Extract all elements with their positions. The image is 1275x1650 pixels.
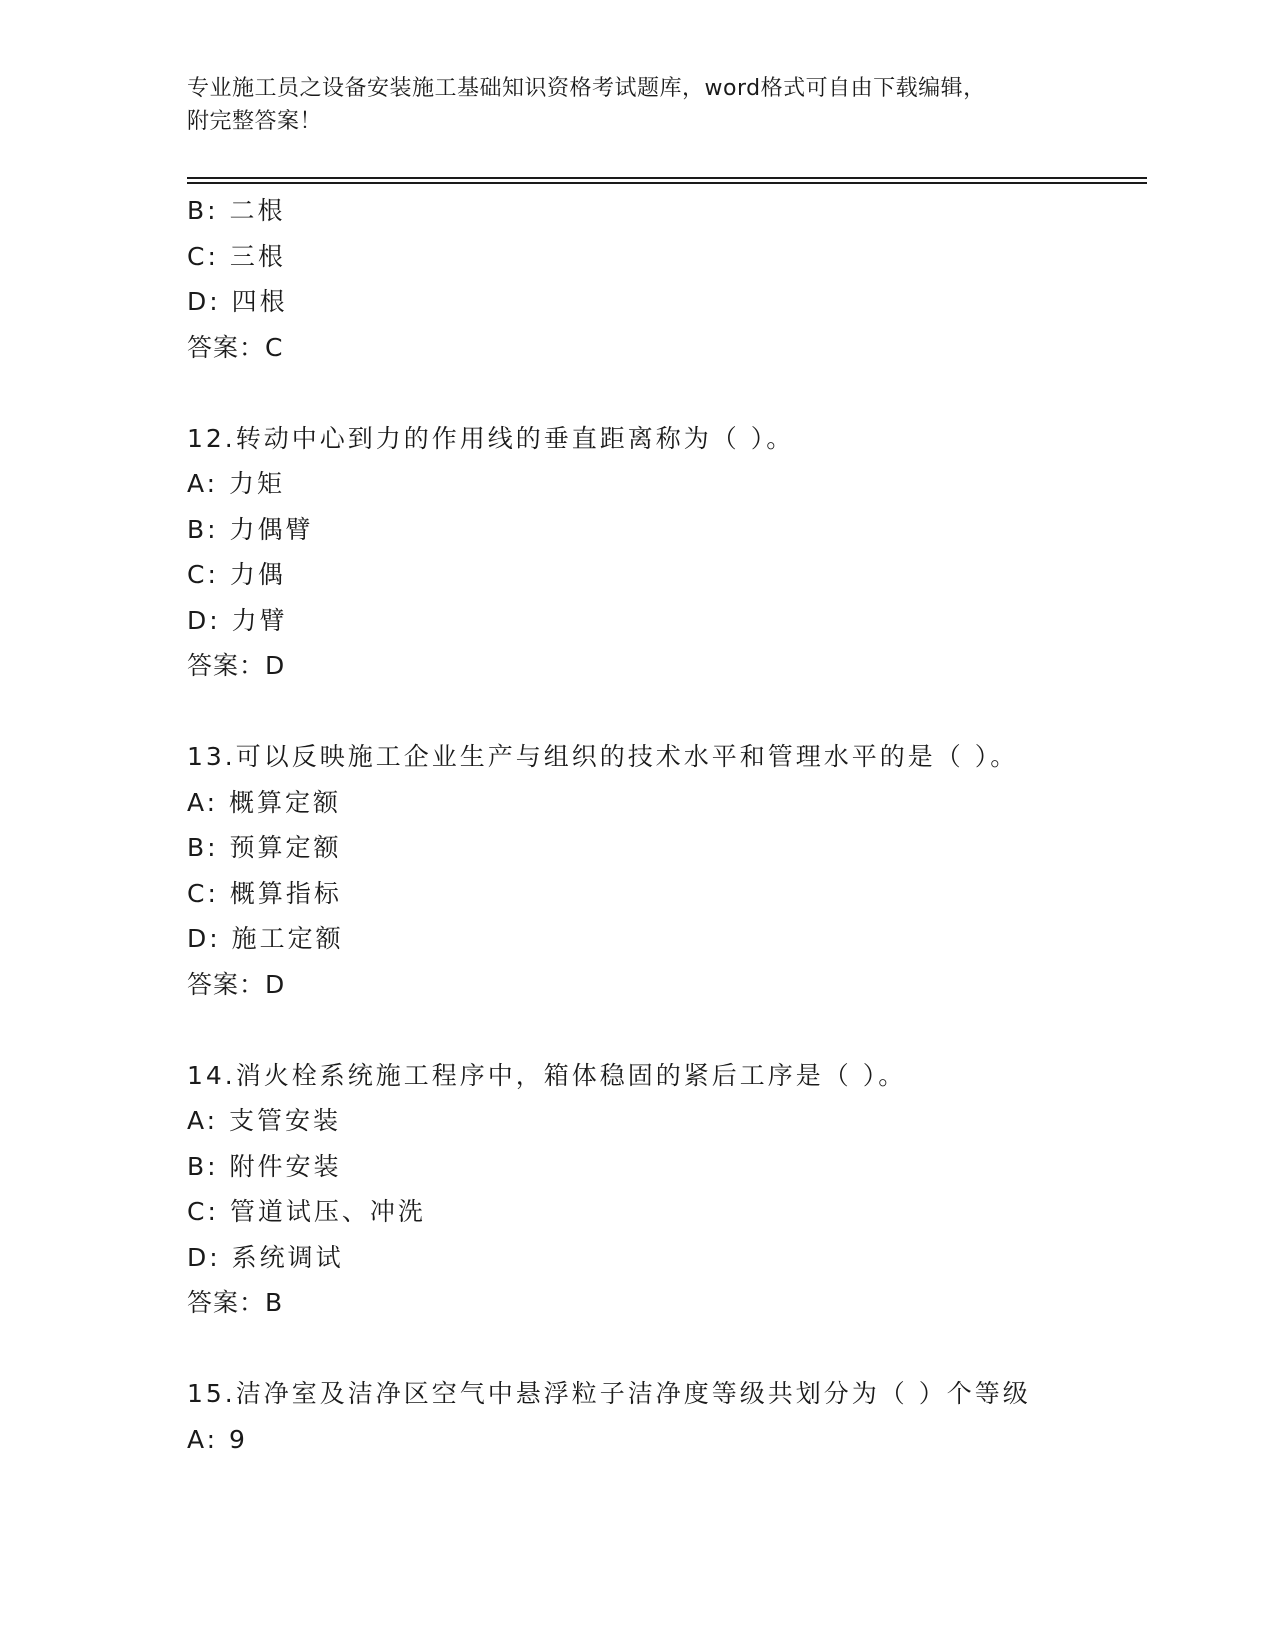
option-d: D: 系统调试 [187,1242,344,1272]
option-c: C: 三根 [187,241,286,271]
question-14 [187,1053,1147,1326]
option-b: B: 预算定额 [187,833,342,862]
question-text: 12.转动中心到力的作用线的垂直距离称为（ ）。 [187,423,795,453]
option-a: A: 概算定额 [187,787,342,817]
spacer [187,370,1147,416]
option-a: A: 力矩 [187,469,286,498]
option-b: B: 附件安装 [187,1151,342,1181]
option-d: D: 力臂 [187,605,288,635]
question-text: 13.可以反映施工企业生产与组织的技术水平和管理水平的是（ ）。 [187,742,1019,771]
spacer [187,1326,1147,1372]
question-list [187,188,1147,1462]
option-a: A: 9 [187,1424,248,1454]
answer: 答案：D [187,651,286,680]
option-c: C: 概算指标 [187,878,342,908]
answer: 答案：D [187,969,286,999]
question-12 [187,416,1147,689]
option-a: A: 支管安装 [187,1106,342,1135]
option-d: D: 四根 [187,287,288,316]
option-b: B: 二根 [187,196,286,225]
question-text: 15.洁净室及洁净区空气中悬浮粒子洁净度等级共划分为（ ）个等级 [187,1379,1031,1408]
question-text: 14.消火栓系统施工程序中，箱体稳固的紧后工序是（ ）。 [187,1060,907,1090]
option-d: D: 施工定额 [187,924,344,953]
answer: 答案：B [187,1288,284,1317]
header-divider-top [187,177,1147,179]
header-divider-bottom [187,182,1147,184]
question-15 [187,1371,1147,1462]
answer: 答案：C [187,332,284,362]
document-header [187,72,1087,138]
question-13 [187,734,1147,1007]
spacer [187,1007,1147,1053]
option-c: C: 管道试压、冲洗 [187,1197,426,1226]
question-11 [187,188,1147,370]
option-b: B: 力偶臂 [187,514,314,544]
header-line-2: 附完整答案！ [187,109,323,134]
header-line-1: 专业施工员之设备安装施工基础知识资格考试题库，word格式可自由下载编辑， [187,76,986,101]
option-c: C: 力偶 [187,560,286,589]
spacer [187,689,1147,735]
